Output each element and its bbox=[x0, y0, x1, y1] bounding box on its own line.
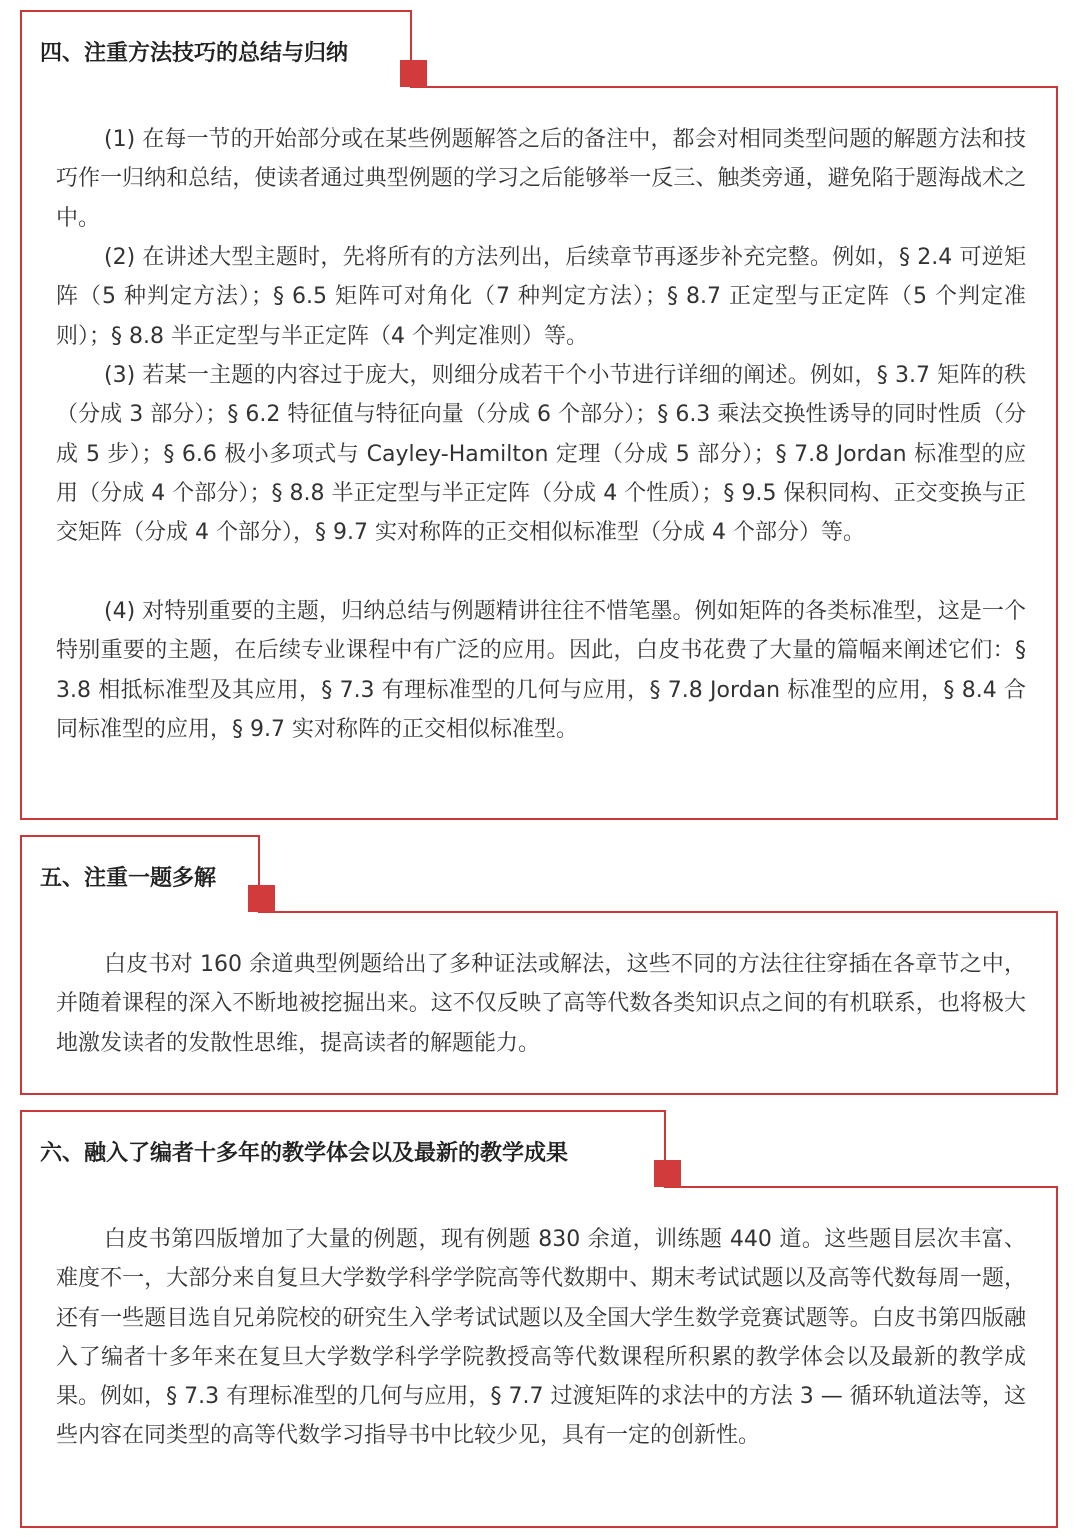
section-4-box bbox=[20, 86, 1058, 820]
section-4-title: 四、注重方法技巧的总结与归纳 bbox=[40, 41, 349, 66]
section-6-header bbox=[20, 1110, 666, 1188]
section-4-paragraph-2: (2) 在讲述大型主题时，先将所有的方法列出，后续章节再逐步补充完整。例如，§ 2.4 可逆矩阵（5 种判定方法）；§ 6.5 矩阵可对角化（7 种判定方法）；§ 8.7 正定型与正定阵（5 个判定准则）；§ 8.8 半正定型与半正定阵（4 个判定准则）等。 bbox=[56, 245, 1026, 349]
section-4-paragraph-1: (1) 在每一节的开始部分或在某些例题解答之后的备注中，都会对相同类型问题的解题方法和技巧作一归纳和总结，使读者通过典型例题的学习之后能够举一反三、触类旁通，避免陷于题海战术之中。 bbox=[56, 127, 1026, 231]
section-5-header bbox=[20, 835, 260, 913]
section-6-accent-square bbox=[654, 1160, 681, 1187]
section-6-box bbox=[20, 1186, 1058, 1528]
section-4-paragraph-4: (4) 对特别重要的主题，归纳总结与例题精讲往往不惜笔墨。例如矩阵的各类标准型，这是一个特别重要的主题，在后续专业课程中有广泛的应用。因此，白皮书花费了大量的篇幅来阐述它们：§ 3.8 相抵标准型及其应用，§ 7.3 有理标准型的几何与应用，§ 7.8 Jordan 标准型的应用，§ 8.4 合同标准型的应用，§ 9.7 实对称阵的正交相似标准型。 bbox=[56, 599, 1026, 742]
section-6-title: 六、融入了编者十多年的教学体会以及最新的教学成果 bbox=[40, 1141, 569, 1166]
section-4-header bbox=[20, 10, 412, 88]
section-6-paragraph-1: 白皮书第四版增加了大量的例题，现有例题 830 余道，训练题 440 道。这些题目层次丰富、难度不一，大部分来自复旦大学数学科学学院高等代数期中、期末考试试题以及高等代数每周一题，还有一些题目选自兄弟院校的研究生入学考试试题以及全国大学生数学竞赛试题等。白皮书第四版融入了编者十多年来在复旦大学数学科学学院教授高等代数课程所积累的教学体会以及最新的教学成果。例如，§ 7.3 有理标准型的几何与应用，§ 7.7 过渡矩阵的求法中的方法 3 — 循环轨道法等，这些内容在同类型的高等代数学习指导书中比较少见，具有一定的创新性。 bbox=[56, 1227, 1026, 1449]
section-5-accent-square bbox=[248, 885, 275, 912]
section-4-accent-square bbox=[400, 60, 427, 87]
section-5-paragraph-1: 白皮书对 160 余道典型例题给出了多种证法或解法，这些不同的方法往往穿插在各章节之中，并随着课程的深入不断地被挖掘出来。这不仅反映了高等代数各类知识点之间的有机联系，也将极大地激发读者的发散性思维，提高读者的解题能力。 bbox=[56, 952, 1026, 1056]
section-5-title: 五、注重一题多解 bbox=[40, 866, 217, 891]
section-4-paragraph-3: (3) 若某一主题的内容过于庞大，则细分成若干个小节进行详细的阐述。例如，§ 3.7 矩阵的秩（分成 3 部分）；§ 6.2 特征值与特征向量（分成 6 个部分）；§ 6.3 乘法交换性诱导的同时性质（分成 5 步）；§ 6.6 极小多项式与 Cayley-Hamilton 定理（分成 5 部分）；§ 7.8 Jordan 标准型的应用（分成 4 个部分）；§ 8.8 半正定型与半正定阵（分成 4 个性质）；§ 9.5 保积同构、正交变换与正交矩阵（分成 4 个部分），§ 9.7 实对称阵的正交相似标准型（分成 4 个部分）等。 bbox=[56, 363, 1026, 546]
section-5-box bbox=[20, 911, 1058, 1095]
